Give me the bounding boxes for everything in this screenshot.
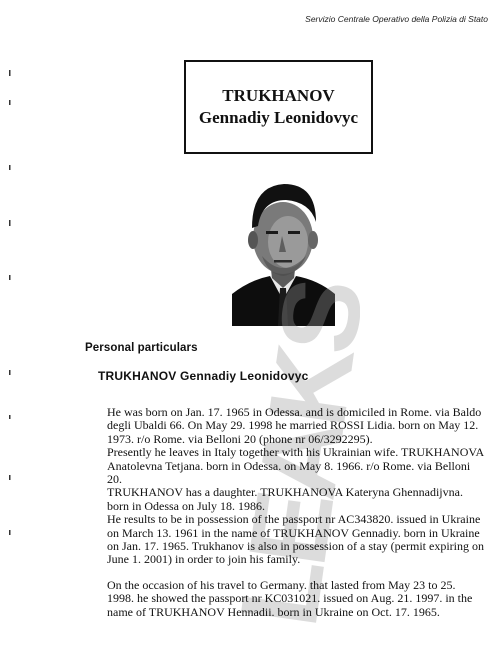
name-title-box bbox=[184, 60, 373, 154]
body-line: 1973. r/o Rome. via Belloni 20 (phone nr 06/3292295). bbox=[107, 431, 373, 446]
body-line: He results to be in possession of the passport nr AC343820. issued in Ukraine bbox=[107, 512, 481, 527]
body-line: on Jan. 17. 1965. Trukhanov is also in possession of a stay (permit expiring on bbox=[107, 539, 484, 554]
body-line: Anatolevna Tetjana. born in Odessa. on May 8. 1966. r/o Rome. via Belloni bbox=[107, 458, 471, 473]
title-given-names: Gennadiy Leonidovyc bbox=[198, 108, 359, 127]
body-line: degli Ubaldi 66. On May 29. 1998 he married ROSSI Lidia. born on May 12. bbox=[107, 418, 479, 433]
body-text bbox=[107, 405, 485, 619]
body-line: 20. bbox=[107, 472, 122, 487]
agency-header: Servizio Centrale Operativo della Polizia di Stato bbox=[305, 14, 488, 24]
subject-photo bbox=[232, 176, 335, 326]
body-line: June 1. 2001) in order to join his family. bbox=[107, 552, 301, 567]
body-line: born in Odessa on July 18. 1986. bbox=[107, 498, 265, 513]
subject-name: TRUKHANOV Gennadiy Leonidovyc bbox=[98, 369, 309, 383]
body-line: TRUKHANOV has a daughter. TRUKHANOVA Kateryna Ghennadijvna. bbox=[107, 485, 463, 500]
scan-margin-marks bbox=[8, 70, 12, 550]
watermark-text: LEAKS bbox=[216, 276, 360, 634]
body-line: He was born on Jan. 17. 1965 in Odessa. and is domiciled in Rome. via Baldo bbox=[107, 405, 482, 419]
section-label: Personal particulars bbox=[85, 342, 198, 354]
body-line: Presently he leaves in Italy together with his Ukrainian wife. TRUKHANOVA bbox=[107, 445, 485, 460]
body-line: on March 13. 1961 in the name of TRUKHANOV Gennadiy. born in Ukraine bbox=[107, 525, 480, 540]
body-line: On the occasion of his travel to Germany. that lasted from May 23 to 25. bbox=[107, 577, 456, 592]
title-surname: TRUKHANOV bbox=[222, 86, 335, 105]
body-line: name of TRUKHANOV Hennadii. born in Ukraine on Oct. 17. 1965. bbox=[107, 604, 440, 619]
body-line: 1998. he showed the passport nr KC031021. issued on Aug. 21. 1997. in the bbox=[107, 591, 473, 606]
